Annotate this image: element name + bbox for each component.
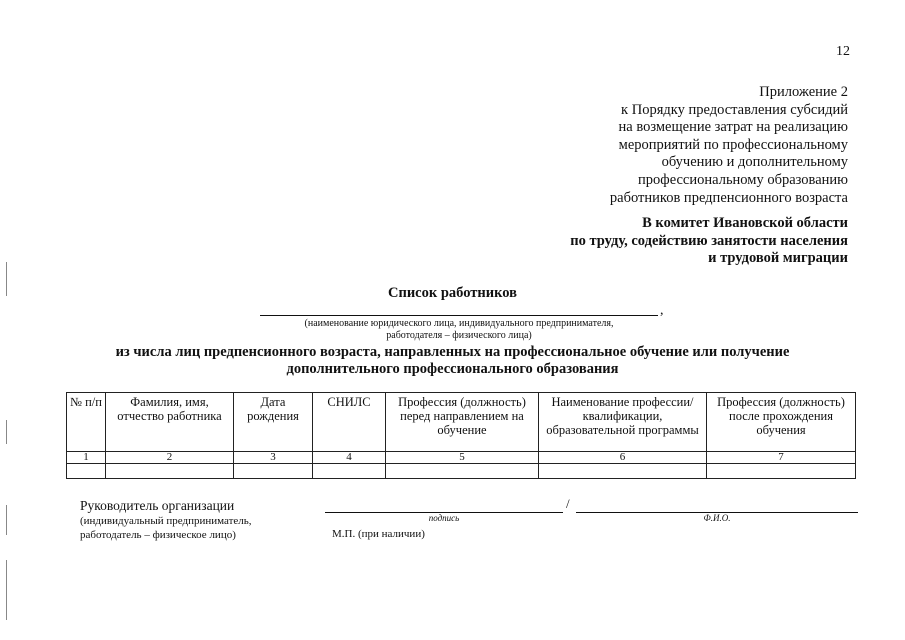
full-name-caption: Ф.И.О. xyxy=(703,513,731,523)
signature-separator: / xyxy=(566,496,570,511)
table-cell[interactable] xyxy=(234,464,313,479)
table-cell[interactable] xyxy=(67,464,106,479)
appendix-line: мероприятий по профессиональному xyxy=(618,136,848,153)
subtitle-line: дополнительного профессионального образования xyxy=(286,361,619,377)
column-number: 1 xyxy=(67,452,106,464)
head-of-organization-caption xyxy=(80,514,320,542)
appendix-line: обучению и дополнительному xyxy=(661,154,848,171)
caption-line: работодателя – физического лица) xyxy=(386,330,532,341)
caption-line: (наименование юридического лица, индивидуального предпринимателя, xyxy=(304,318,614,329)
caption-line: (индивидуальный предприниматель, xyxy=(80,515,252,527)
column-number: 7 xyxy=(707,452,856,464)
signature-caption: подпись xyxy=(428,513,460,523)
column-number-row xyxy=(67,452,856,464)
column-number: 4 xyxy=(313,452,386,464)
table-cell[interactable] xyxy=(539,464,707,479)
page-number: 12 xyxy=(836,44,850,59)
column-header-snils: СНИЛС xyxy=(313,393,386,452)
addressee-line: по труду, содействию занятости населения xyxy=(570,232,848,249)
table-cell[interactable] xyxy=(106,464,234,479)
table-cell[interactable] xyxy=(386,464,539,479)
name-comma: , xyxy=(660,303,664,318)
addressee-block xyxy=(448,215,848,268)
column-header-birth-date: Дата рождения xyxy=(234,393,313,452)
column-header-position-after: Профессия (должность) после прохождения обучения xyxy=(707,393,856,452)
appendix-line: на возмещение затрат на реализацию xyxy=(618,119,848,136)
column-header-program-name: Наименование профессии/квалификации, образовательной программы xyxy=(539,393,707,452)
table-cell[interactable] xyxy=(707,464,856,479)
scan-artifact xyxy=(6,505,7,535)
appendix-header xyxy=(528,84,848,207)
list-subtitle xyxy=(80,344,825,378)
appendix-line: работников предпенсионного возраста xyxy=(609,189,848,206)
workers-table xyxy=(66,392,856,479)
appendix-line: профессиональному образованию xyxy=(638,171,848,188)
organization-name-field[interactable] xyxy=(260,315,658,316)
column-header-full-name: Фамилия, имя, отчество работника xyxy=(106,393,234,452)
organization-name-caption xyxy=(260,318,658,342)
column-header-position-before: Профессия (должность) перед направлением на обучение xyxy=(386,393,539,452)
table-row xyxy=(67,464,856,479)
head-of-organization-label: Руководитель организации xyxy=(80,498,235,513)
addressee-line: В комитет Ивановской области xyxy=(642,215,848,231)
list-title: Список работников xyxy=(388,285,517,301)
column-number: 5 xyxy=(386,452,539,464)
addressee-line: и трудовой миграции xyxy=(708,250,848,267)
subtitle-line: из числа лиц предпенсионного возраста, направленных на профессиональное обучение или получение xyxy=(115,344,790,360)
column-number: 6 xyxy=(539,452,707,464)
caption-line: работодатель – физическое лицо) xyxy=(80,529,236,541)
table-cell[interactable] xyxy=(313,464,386,479)
scan-artifact xyxy=(6,420,7,444)
table-header-row xyxy=(67,393,856,452)
scan-artifact xyxy=(6,560,7,620)
column-number: 3 xyxy=(234,452,313,464)
column-number: 2 xyxy=(106,452,234,464)
stamp-note: М.П. (при наличии) xyxy=(332,528,425,540)
appendix-line: к Порядку предоставления субсидий xyxy=(621,101,848,118)
scan-artifact xyxy=(6,262,7,296)
appendix-line: Приложение 2 xyxy=(759,84,848,100)
column-header-number: № п/п xyxy=(67,393,106,452)
